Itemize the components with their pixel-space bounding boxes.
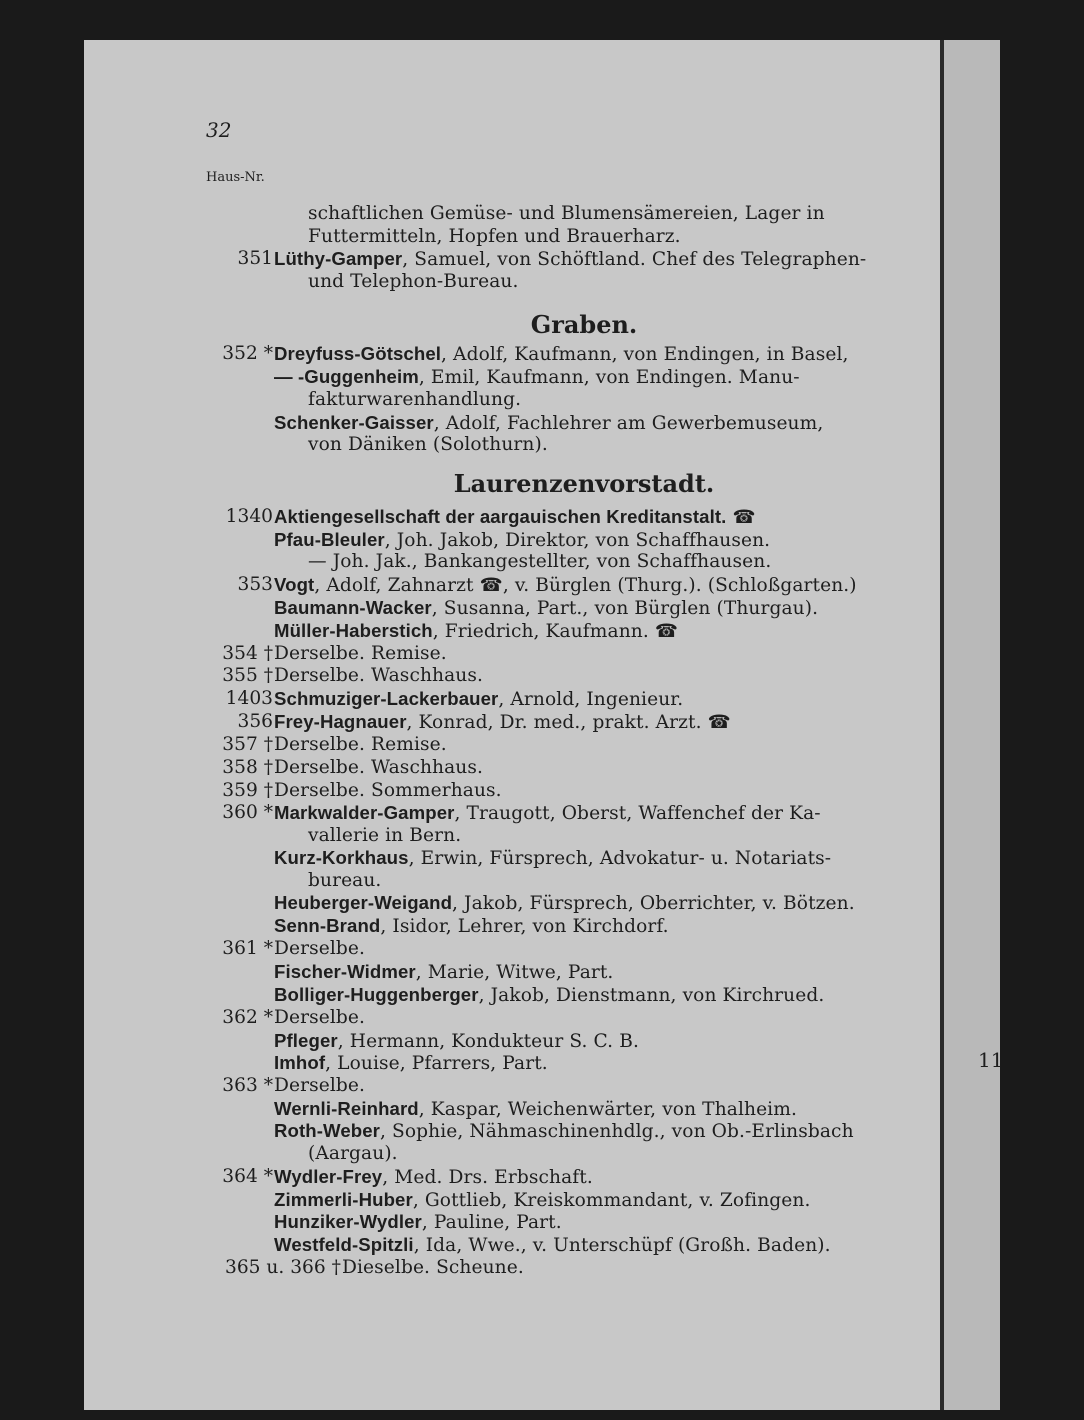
resident-name: Pfau-Bleuler: [274, 529, 385, 550]
resident-name: Schenker-Gaisser: [274, 412, 434, 433]
house-number: 362 *: [222, 1007, 273, 1028]
house-number: 364 *: [222, 1166, 273, 1187]
house-number: 357 †: [222, 734, 273, 755]
entry-text: , Friedrich, Kaufmann. ☎: [432, 621, 679, 642]
resident-name: Zimmerli-Huber: [274, 1189, 413, 1210]
entry-text: , Adolf, Fachlehrer am Gewerbemuseum,: [433, 413, 824, 434]
entry-text: , Susanna, Part., von Bürglen (Thurgau).: [431, 598, 819, 619]
resident-name: Fischer-Widmer: [274, 961, 416, 982]
entry-text: Derselbe. Waschhaus.: [274, 757, 484, 778]
house-number: 360 *: [222, 802, 273, 823]
entry-text: , Jakob, Fürsprech, Oberrichter, v. Bötzen.: [452, 893, 855, 914]
entry-text: , Pauline, Part.: [421, 1212, 562, 1233]
house-number: 358 †: [222, 757, 273, 778]
resident-name: Dreyfuss-Götschel: [274, 343, 442, 364]
entry-text: (Aargau).: [308, 1143, 398, 1164]
entry-text: , Hermann, Kondukteur S. C. B.: [337, 1031, 639, 1052]
entry-text: Derselbe. Remise.: [274, 643, 447, 664]
resident-name: Pfleger: [274, 1030, 338, 1051]
entry-text: ☎: [726, 507, 756, 528]
resident-name: Baumann-Wacker: [274, 597, 432, 618]
house-number: 363 *: [222, 1075, 273, 1096]
house-number: 359 †: [222, 780, 273, 801]
entry-text: Derselbe. Waschhaus.: [274, 665, 484, 686]
entry-text: fakturwarenhandlung.: [308, 389, 522, 410]
resident-name: Hunziker-Wydler: [274, 1211, 422, 1232]
entry-text: , Adolf, Zahnarzt ☎, v. Bürglen (Thurg.). (Schloßgarten.): [314, 575, 857, 596]
page-number: 32: [206, 118, 232, 142]
entry-text: schaftlichen Gemüse- und Blumensämereien, Lager in: [308, 203, 825, 224]
resident-name: Roth-Weber: [274, 1120, 381, 1141]
entry-text: , Sophie, Nähmaschinenhdlg., von Ob.-Erlinsbach: [380, 1121, 854, 1142]
resident-name: Bolliger-Huggenberger: [274, 984, 479, 1005]
resident-name: Aktiengesellschaft der aargauischen Kreditanstalt.: [274, 506, 727, 527]
section-heading-graben: Graben.: [530, 310, 638, 339]
house-number: 356: [237, 711, 273, 732]
entry-text: Dieselbe. Scheune.: [342, 1257, 524, 1278]
entry-text: Derselbe.: [274, 938, 366, 959]
entry-text: , Joh. Jakob, Direktor, von Schaffhausen.: [384, 530, 771, 551]
house-number: 353: [237, 574, 273, 595]
resident-name: Schmuziger-Lackerbauer: [274, 688, 499, 709]
entry-text: , Louise, Pfarrers, Part.: [325, 1053, 548, 1074]
entry-text: , Adolf, Kaufmann, von Endingen, in Basel,: [441, 344, 849, 365]
house-number: 1403: [225, 688, 273, 709]
resident-name: Senn-Brand: [274, 915, 381, 936]
entry-text: Derselbe. Sommerhaus.: [274, 780, 502, 801]
entry-text: Derselbe.: [274, 1075, 366, 1096]
entry-text: Derselbe.: [274, 1007, 366, 1028]
resident-name: Wydler-Frey: [274, 1166, 383, 1187]
entry-text: , Kaspar, Weichenwärter, von Thalheim.: [418, 1099, 797, 1120]
entry-text: , Emil, Kaufmann, von Endingen. Manu-: [418, 367, 800, 388]
entry-text: , Gottlieb, Kreiskommandant, v. Zofingen.: [412, 1190, 811, 1211]
resident-name: Heuberger-Weigand: [274, 892, 453, 913]
entry-text: , Ida, Wwe., v. Unterschüpf (Großh. Baden).: [413, 1235, 831, 1256]
entry-text: Futtermitteln, Hopfen und Brauerharz.: [308, 226, 681, 247]
resident-name: Frey-Hagnauer: [274, 711, 407, 732]
entry-text: , Jakob, Dienstmann, von Kirchrued.: [478, 985, 825, 1006]
entry-text: von Däniken (Solothurn).: [308, 434, 548, 455]
house-number: 365 u. 366 †: [225, 1257, 341, 1278]
entry-text: Derselbe. Remise.: [274, 734, 447, 755]
house-number: 354 †: [222, 643, 273, 664]
entry-text: , Med. Drs. Erbschaft.: [382, 1167, 593, 1188]
column-header: Haus-Nr.: [206, 170, 265, 185]
entry-text: , Traugott, Oberst, Waffenchef der Ka-: [454, 803, 821, 824]
entry-text: , Konrad, Dr. med., prakt. Arzt. ☎: [406, 712, 731, 733]
section-heading-laurenzenvorstadt: Laurenzenvorstadt.: [453, 469, 715, 498]
entry-text: vallerie in Bern.: [308, 825, 462, 846]
resident-name: Markwalder-Gamper: [274, 802, 455, 823]
entry-text: , Isidor, Lehrer, von Kirchdorf.: [380, 916, 669, 937]
house-number: 1340: [225, 506, 273, 527]
facing-page-fragment: 11: [978, 1048, 1004, 1072]
entry-text: , Erwin, Fürsprech, Advokatur- u. Notariats-: [408, 848, 832, 869]
entry-text: — Joh. Jak., Bankangestellter, von Schaffhausen.: [308, 551, 772, 572]
resident-name: Kurz-Korkhaus: [274, 847, 409, 868]
house-number: 351: [237, 248, 273, 269]
resident-name: Imhof: [274, 1052, 326, 1073]
house-number: 361 *: [222, 938, 273, 959]
entry-text: , Samuel, von Schöftland. Chef des Telegraphen-: [402, 249, 867, 270]
house-number: 352 *: [222, 343, 273, 364]
resident-name: Vogt: [274, 574, 315, 595]
resident-name: Lüthy-Gamper: [274, 248, 403, 269]
house-number: 355 †: [222, 665, 273, 686]
resident-name: Müller-Haberstich: [274, 620, 433, 641]
resident-name: — -Guggenheim: [274, 366, 419, 387]
entry-text: , Arnold, Ingenieur.: [498, 689, 684, 710]
entry-text: , Marie, Witwe, Part.: [415, 962, 614, 983]
facing-page-edge: [944, 40, 1000, 1410]
entry-text: bureau.: [308, 870, 382, 891]
resident-name: Westfeld-Spitzli: [274, 1234, 414, 1255]
entry-text: und Telephon-Bureau.: [308, 271, 519, 292]
resident-name: Wernli-Reinhard: [274, 1098, 419, 1119]
